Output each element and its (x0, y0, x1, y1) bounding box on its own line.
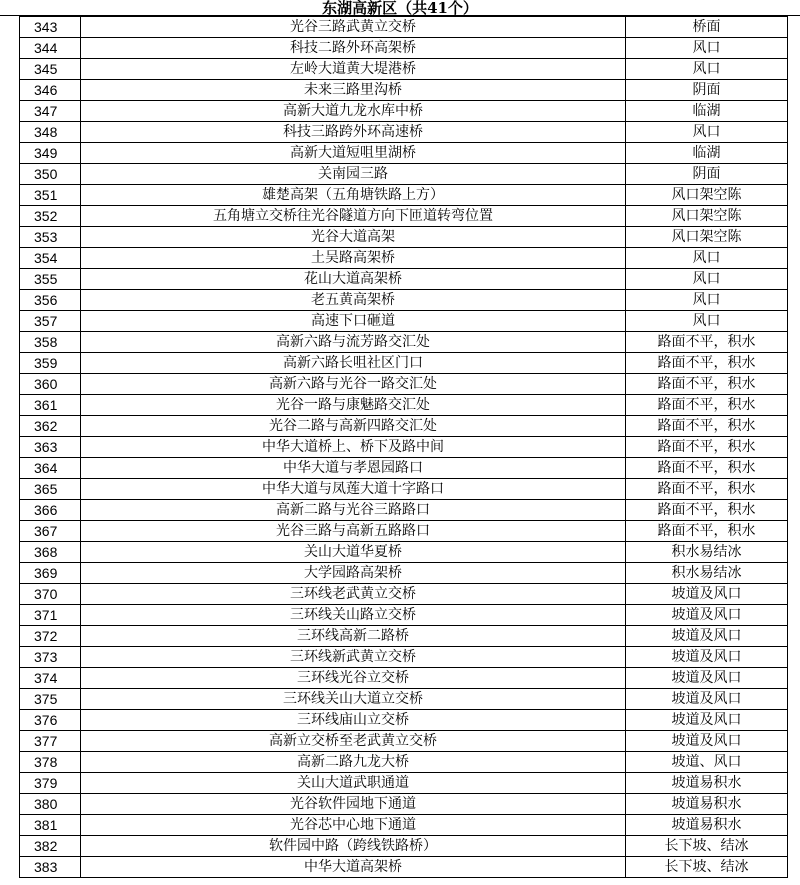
location-cell: 光谷三路与高新五路路口 (81, 521, 626, 542)
table-row (20, 395, 788, 416)
row-number-cell: 348 (20, 122, 81, 143)
row-number-cell: 346 (20, 80, 81, 101)
location-cell: 三环线光谷立交桥 (81, 668, 626, 689)
hazard-type-cell: 积水易结冰 (626, 542, 788, 563)
location-cell: 科技二路外环高架桥 (81, 38, 626, 59)
location-cell: 高新二路与光谷三路路口 (81, 500, 626, 521)
row-number-cell: 379 (20, 773, 81, 794)
table-row (20, 143, 788, 164)
table-row (20, 437, 788, 458)
table-row (20, 374, 788, 395)
hazard-type-cell: 风口架空陈 (626, 227, 788, 248)
location-cell: 三环线老武黄立交桥 (81, 584, 626, 605)
hazard-type-cell: 桥面 (626, 17, 788, 38)
location-cell: 中华大道与孝恩园路口 (81, 458, 626, 479)
table-row (20, 605, 788, 626)
location-cell: 三环线新武黄立交桥 (81, 647, 626, 668)
table-row (20, 80, 788, 101)
location-cell: 高速下口砸道 (81, 311, 626, 332)
hazard-type-cell: 路面不平，积水 (626, 521, 788, 542)
row-number-cell: 374 (20, 668, 81, 689)
table-row (20, 122, 788, 143)
hazard-type-cell: 临湖 (626, 143, 788, 164)
hazard-type-cell: 风口 (626, 290, 788, 311)
location-cell: 土吴路高架桥 (81, 248, 626, 269)
table-row (20, 731, 788, 752)
location-cell: 中华大道高架桥 (81, 857, 626, 878)
location-cell: 光谷软件园地下通道 (81, 794, 626, 815)
row-number-cell: 356 (20, 290, 81, 311)
table-row (20, 38, 788, 59)
row-number-cell: 352 (20, 206, 81, 227)
table-row (20, 458, 788, 479)
row-number-cell: 360 (20, 374, 81, 395)
hazard-type-cell: 临湖 (626, 101, 788, 122)
hazard-type-cell: 长下坡、结冰 (626, 836, 788, 857)
location-cell: 光谷三路武黄立交桥 (81, 17, 626, 38)
hazard-type-cell: 风口 (626, 59, 788, 80)
row-number-cell: 378 (20, 752, 81, 773)
table-row (20, 290, 788, 311)
hazard-type-cell: 风口 (626, 248, 788, 269)
location-cell: 三环线高新二路桥 (81, 626, 626, 647)
table-row (20, 689, 788, 710)
hazard-type-cell: 风口 (626, 38, 788, 59)
table-row (20, 521, 788, 542)
hazard-type-cell: 路面不平，积水 (626, 353, 788, 374)
location-cell: 关南园三路 (81, 164, 626, 185)
location-cell: 三环线关山大道立交桥 (81, 689, 626, 710)
row-number-cell: 383 (20, 857, 81, 878)
location-cell: 大学园路高架桥 (81, 563, 626, 584)
location-cell: 高新二路九龙大桥 (81, 752, 626, 773)
row-number-cell: 371 (20, 605, 81, 626)
row-number-cell: 375 (20, 689, 81, 710)
table-row (20, 164, 788, 185)
table-row (20, 248, 788, 269)
row-number-cell: 364 (20, 458, 81, 479)
location-cell: 三环线庙山立交桥 (81, 710, 626, 731)
table-row (20, 353, 788, 374)
hazard-type-cell: 坡道易积水 (626, 794, 788, 815)
table-row (20, 206, 788, 227)
table-row (20, 332, 788, 353)
hazard-type-cell: 坡道易积水 (626, 773, 788, 794)
location-cell: 高新六路长咀社区门口 (81, 353, 626, 374)
hazard-type-cell: 风口 (626, 311, 788, 332)
location-cell: 关山大道武职通道 (81, 773, 626, 794)
row-number-cell: 370 (20, 584, 81, 605)
table-body (20, 17, 788, 878)
location-cell: 左岭大道黄大堤港桥 (81, 59, 626, 80)
row-number-cell: 367 (20, 521, 81, 542)
hazard-type-cell: 坡道及风口 (626, 731, 788, 752)
table-row (20, 542, 788, 563)
hazard-type-cell: 积水易结冰 (626, 563, 788, 584)
location-cell: 关山大道华夏桥 (81, 542, 626, 563)
table-row (20, 857, 788, 878)
location-cell: 高新大道九龙水库中桥 (81, 101, 626, 122)
table-row (20, 584, 788, 605)
location-cell: 科技三路跨外环高速桥 (81, 122, 626, 143)
row-number-cell: 357 (20, 311, 81, 332)
hazard-type-cell: 风口架空陈 (626, 185, 788, 206)
row-number-cell: 376 (20, 710, 81, 731)
hazard-type-cell: 路面不平，积水 (626, 500, 788, 521)
table-row (20, 185, 788, 206)
table-row (20, 59, 788, 80)
table-row (20, 311, 788, 332)
location-cell: 光谷芯中心地下通道 (81, 815, 626, 836)
hazard-location-table (19, 16, 788, 878)
hazard-type-cell: 坡道及风口 (626, 710, 788, 731)
row-number-cell: 358 (20, 332, 81, 353)
table-row (20, 752, 788, 773)
row-number-cell: 344 (20, 38, 81, 59)
row-number-cell: 349 (20, 143, 81, 164)
table-row (20, 416, 788, 437)
table-title: 东湖高新区（共41个） (0, 0, 800, 16)
row-number-cell: 380 (20, 794, 81, 815)
hazard-type-cell: 风口 (626, 269, 788, 290)
location-cell: 光谷大道高架 (81, 227, 626, 248)
location-cell: 花山大道高架桥 (81, 269, 626, 290)
row-number-cell: 377 (20, 731, 81, 752)
hazard-type-cell: 风口 (626, 122, 788, 143)
table-row (20, 815, 788, 836)
table-row (20, 626, 788, 647)
row-number-cell: 351 (20, 185, 81, 206)
hazard-type-cell: 阴面 (626, 164, 788, 185)
location-cell: 未来三路里沟桥 (81, 80, 626, 101)
table-row (20, 17, 788, 38)
hazard-type-cell: 路面不平，积水 (626, 458, 788, 479)
location-cell: 三环线关山路立交桥 (81, 605, 626, 626)
location-cell: 高新六路与流芳路交汇处 (81, 332, 626, 353)
hazard-type-cell: 路面不平，积水 (626, 416, 788, 437)
row-number-cell: 350 (20, 164, 81, 185)
table-row (20, 836, 788, 857)
location-cell: 高新立交桥至老武黄立交桥 (81, 731, 626, 752)
hazard-type-cell: 阴面 (626, 80, 788, 101)
table-row (20, 563, 788, 584)
row-number-cell: 353 (20, 227, 81, 248)
row-number-cell: 359 (20, 353, 81, 374)
row-number-cell: 361 (20, 395, 81, 416)
table-row (20, 479, 788, 500)
table-row (20, 500, 788, 521)
table-row (20, 269, 788, 290)
hazard-type-cell: 坡道及风口 (626, 689, 788, 710)
table-row (20, 227, 788, 248)
table-row (20, 101, 788, 122)
row-number-cell: 368 (20, 542, 81, 563)
hazard-type-cell: 路面不平，积水 (626, 374, 788, 395)
location-cell: 中华大道与凤莲大道十字路口 (81, 479, 626, 500)
hazard-type-cell: 坡道及风口 (626, 605, 788, 626)
location-cell: 中华大道桥上、桥下及路中间 (81, 437, 626, 458)
location-cell: 雄楚高架（五角塘铁路上方） (81, 185, 626, 206)
location-cell: 五角塘立交桥往光谷隧道方向下匝道转弯位置 (81, 206, 626, 227)
location-cell: 高新大道短咀里湖桥 (81, 143, 626, 164)
location-cell: 光谷一路与康魅路交汇处 (81, 395, 626, 416)
row-number-cell: 372 (20, 626, 81, 647)
location-cell: 老五黄高架桥 (81, 290, 626, 311)
hazard-type-cell: 风口架空陈 (626, 206, 788, 227)
hazard-type-cell: 路面不平，积水 (626, 332, 788, 353)
hazard-type-cell: 坡道、风口 (626, 752, 788, 773)
table-row (20, 794, 788, 815)
hazard-type-cell: 坡道易积水 (626, 815, 788, 836)
row-number-cell: 343 (20, 17, 81, 38)
row-number-cell: 366 (20, 500, 81, 521)
hazard-type-cell: 坡道及风口 (626, 626, 788, 647)
hazard-type-cell: 坡道及风口 (626, 584, 788, 605)
hazard-type-cell: 路面不平，积水 (626, 437, 788, 458)
row-number-cell: 354 (20, 248, 81, 269)
hazard-type-cell: 路面不平，积水 (626, 395, 788, 416)
table-row (20, 668, 788, 689)
row-number-cell: 347 (20, 101, 81, 122)
row-number-cell: 362 (20, 416, 81, 437)
hazard-type-cell: 坡道及风口 (626, 668, 788, 689)
row-number-cell: 382 (20, 836, 81, 857)
hazard-type-cell: 路面不平，积水 (626, 479, 788, 500)
row-number-cell: 355 (20, 269, 81, 290)
location-cell: 光谷二路与高新四路交汇处 (81, 416, 626, 437)
hazard-type-cell: 坡道及风口 (626, 647, 788, 668)
row-number-cell: 373 (20, 647, 81, 668)
row-number-cell: 381 (20, 815, 81, 836)
row-number-cell: 345 (20, 59, 81, 80)
table-row (20, 647, 788, 668)
table-row (20, 710, 788, 731)
hazard-type-cell: 长下坡、结冰 (626, 857, 788, 878)
row-number-cell: 369 (20, 563, 81, 584)
table-row (20, 773, 788, 794)
row-number-cell: 365 (20, 479, 81, 500)
location-cell: 软件园中路（跨线铁路桥） (81, 836, 626, 857)
row-number-cell: 363 (20, 437, 81, 458)
location-cell: 高新六路与光谷一路交汇处 (81, 374, 626, 395)
